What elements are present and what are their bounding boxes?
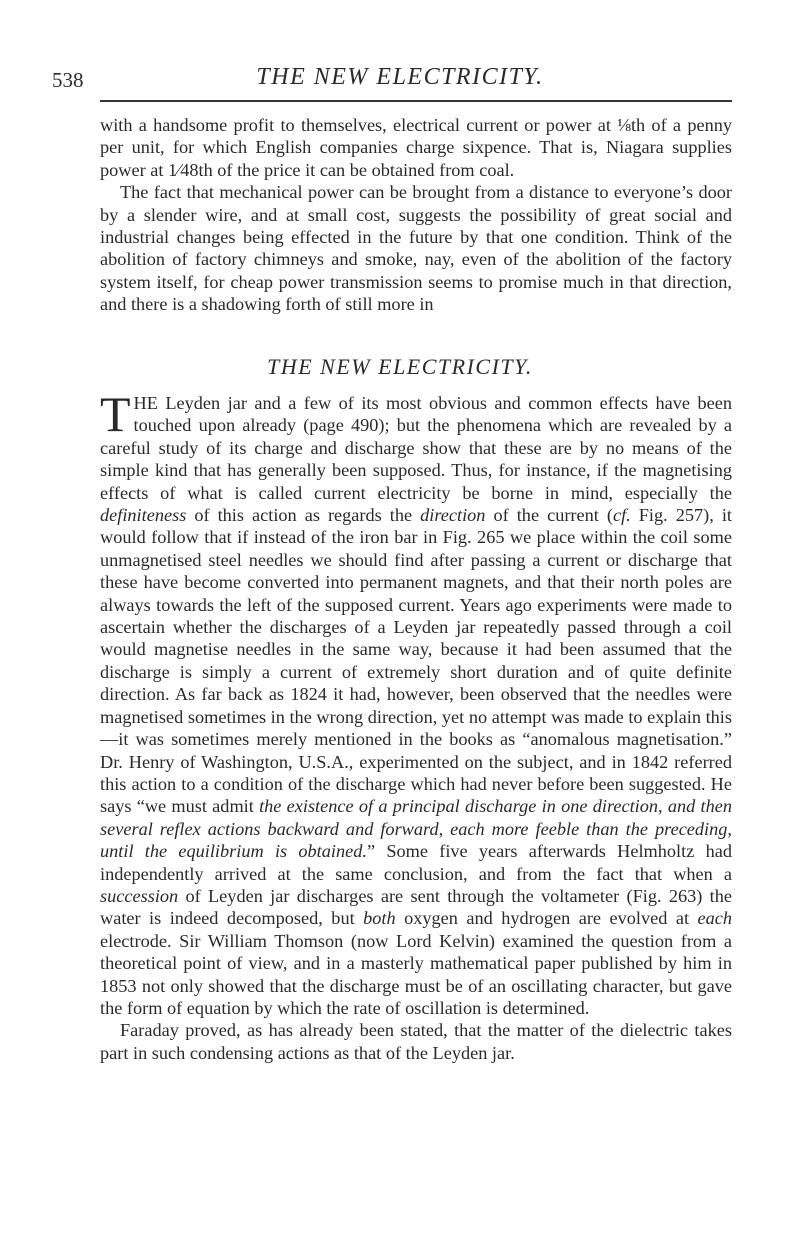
text-run: of this action as regards the [186,505,421,526]
emphasis: succession [100,885,179,906]
continued-text [100,114,732,316]
paragraph: The fact that mechanical power can be brought from a distance to everyone’s door by a slender wire, and at small cost, suggests the possibility of great social and industrial changes being effected in the future by that one condition. Think of the abolition of factory chimneys and smoke, nay, even of the abolition of the factory system itself, for cheap power transmission seems to promise much in that direction, and there is a shadowing forth of still more in [100,182,732,315]
drop-cap: T [100,386,131,442]
paragraph: with a handsome profit to themselves, electrical current or power at ⅛th of a penny per unit, for which English companies charge sixpence. That is, Niagara supplies power at 1⁄48th of the price it can be obtained from coal. [100,115,732,180]
page-number: 538 [52,68,84,92]
section-body [100,386,732,1064]
paragraph [100,386,732,1019]
emphasis: the existence of a principal discharge in one direction, and then several reflex actions backward and forward, each more feeble than the preceding, until the equilibrium is obtained. [100,796,732,862]
emphasis: definiteness [100,505,187,526]
text-run: of Leyden jar discharges are sent through the voltameter (Fig. 263) the water is indeed decomposed, but [100,885,732,929]
text-run: of the current ( [485,505,613,526]
page-header [0,0,800,112]
text-run: oxygen and hydrogen are evolved at [395,908,698,929]
emphasis: direction [420,505,486,526]
text-run: ” Some five years afterwards Helmholtz had independently arrived at the same conclusion, and from the fact that when a [100,841,732,884]
emphasis: cf. [612,505,631,526]
section-title: THE NEW ELECTRICITY. [267,354,533,379]
text-run: HE Leyden jar and a few of its most obvious and common effects have been touched upon already (page 490); but the phenomena which are revealed by a careful study of its charge and discharge show that these are by no means of the simple kind that has generally been supposed. Thus, for instance, if the magnetising effects of what is called current electricity be borne in mind, especially the [100,393,732,503]
emphasis: each [697,908,732,929]
running-title: THE NEW ELECTRICITY. [256,64,544,90]
paragraph: Faraday proved, as has already been stated, that the matter of the dielectric takes part in such condensing actions as that of the Leyden jar. [100,1020,732,1063]
text-run: electrode. Sir William Thomson (now Lord Kelvin) examined the question from a theoretical point of view, and in a masterly mathematical paper published by him in 1853 not only showed that the discharge must be of an oscillating character, but gave the form of equation by which the rate of oscillation is determined. [100,930,732,1018]
text-run: Fig. 257), it would follow that if instead of the iron bar in Fig. 265 we place within the coil some unmagnetised steel needles we should find after passing a current or discharge that these have become converted into permanent magnets, and that their north poles are always towards the left of the supposed current. Years ago experiments were made to ascertain whether the discharges of a Leyden jar repeatedly passed through a coil would magnetise needles in the same way, because it had been assumed that the discharge is simply a current of extremely short duration and of quite definite direction. As far back as 1824 it had, however, been observed that the needles were magnetised sometimes in the wrong direction, yet no attempt was made to explain this—it was sometimes merely mentioned in the books as “anomalous magnetisation.” Dr. Henry of Washington, U.S.A., experimented on the subject, and in 1842 referred this action to a condition of the discharge which had never before been suggested. He says “we must admit [100,505,732,817]
emphasis: both [363,908,396,929]
header-rule [100,100,732,102]
